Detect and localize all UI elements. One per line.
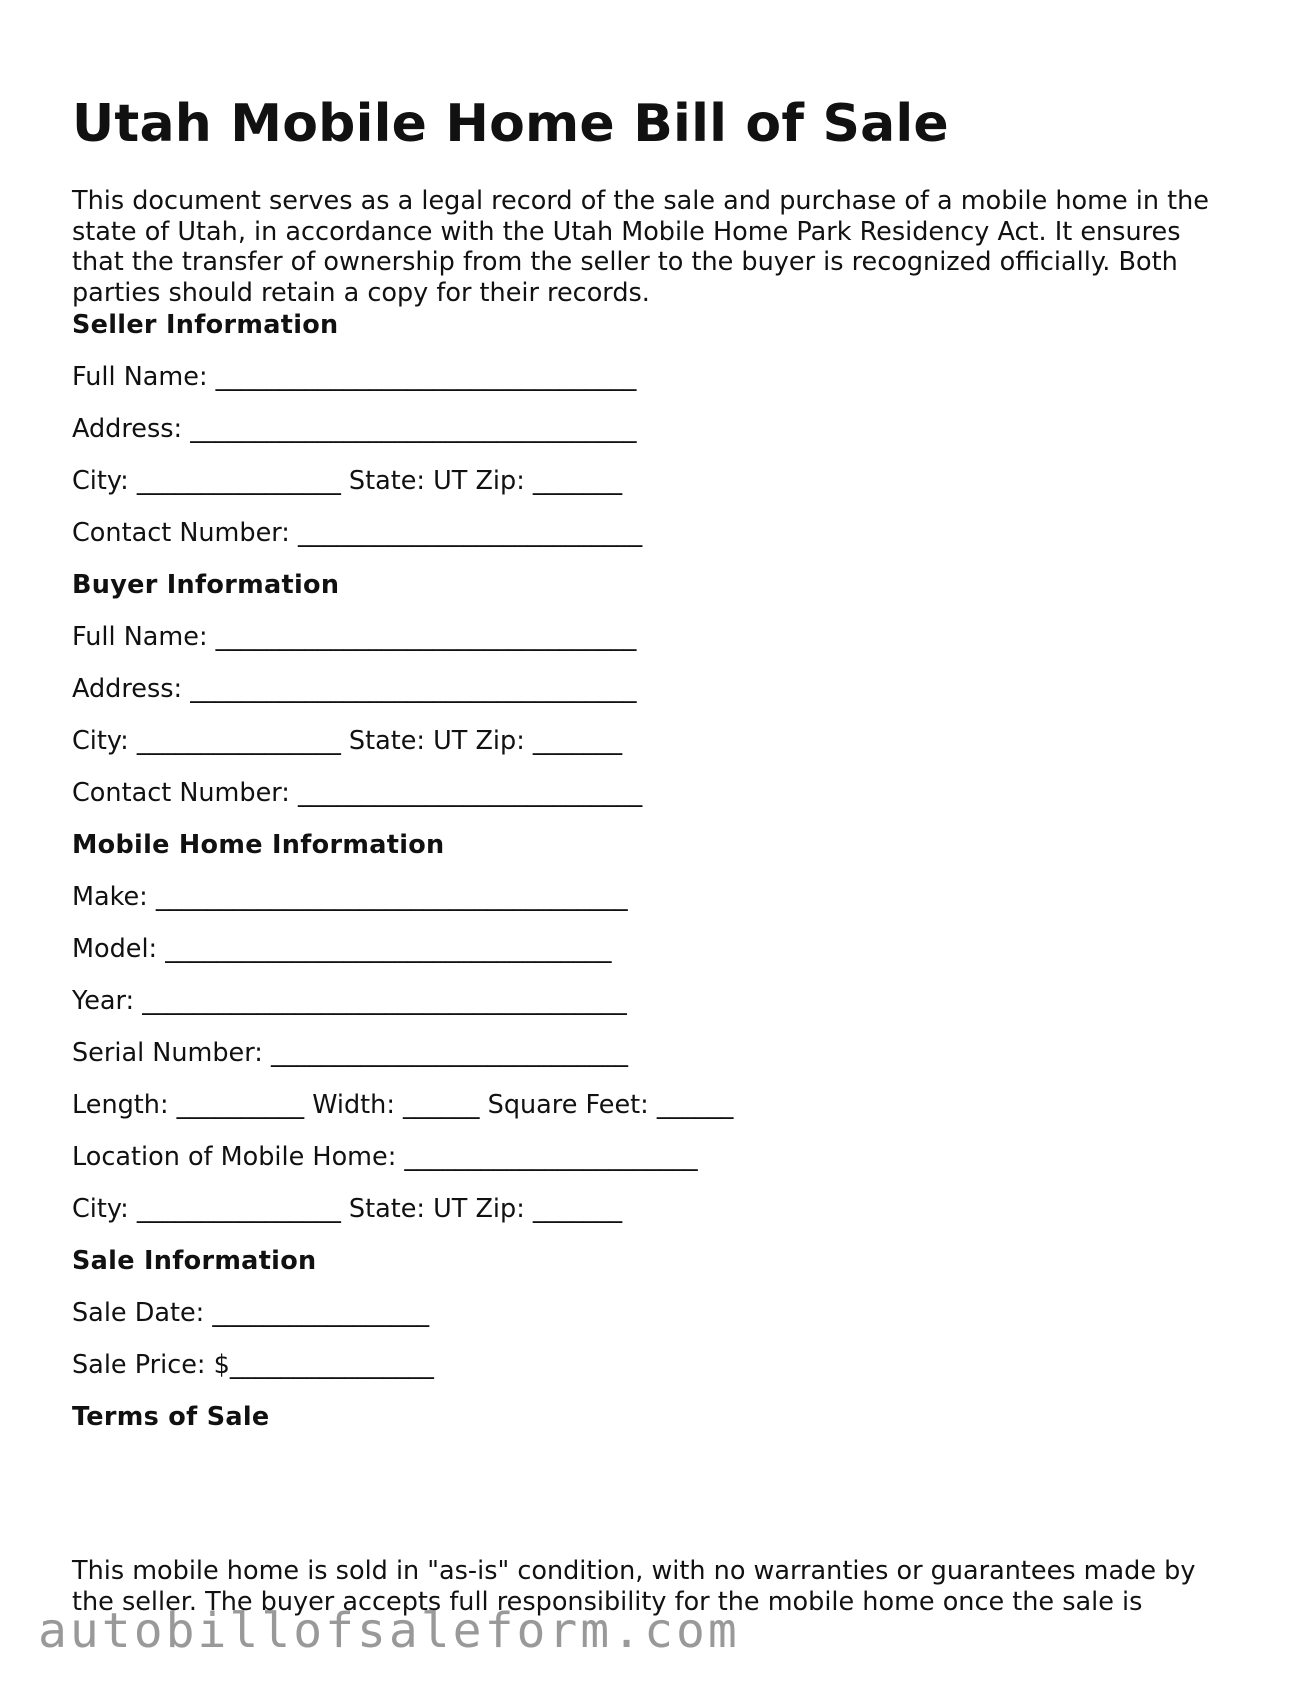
watermark: autobillofsaleform.com: [38, 1603, 740, 1659]
buyer-full-name-field[interactable]: Full Name: _________________________________: [72, 622, 637, 652]
model-field[interactable]: Model: ___________________________________: [72, 934, 612, 964]
terms-paragraph: This mobile home is sold in "as-is" condition, with no warranties or guarantees made by the seller. The buyer accepts full responsibility for the mobile home once the sale is: [72, 1556, 1196, 1617]
buyer-heading: Buyer Information: [72, 570, 340, 600]
seller-contact-field[interactable]: Contact Number: ___________________________: [72, 518, 643, 548]
location-city-state-zip-field[interactable]: City: ________________ State: UT Zip: _______: [72, 1194, 623, 1224]
make-field[interactable]: Make: _____________________________________: [72, 882, 628, 912]
buyer-contact-field[interactable]: Contact Number: ___________________________: [72, 778, 643, 808]
dimensions-field[interactable]: Length: __________ Width: ______ Square Feet: ______: [72, 1090, 734, 1120]
serial-number-field[interactable]: Serial Number: ____________________________: [72, 1038, 628, 1068]
seller-city-state-zip-field[interactable]: City: ________________ State: UT Zip: _______: [72, 466, 623, 496]
seller-full-name-field[interactable]: Full Name: _________________________________: [72, 362, 637, 392]
buyer-city-state-zip-field[interactable]: City: ________________ State: UT Zip: _______: [72, 726, 623, 756]
location-field[interactable]: Location of Mobile Home: _______________________: [72, 1142, 698, 1172]
seller-address-field[interactable]: Address: ___________________________________: [72, 414, 637, 444]
sale-heading: Sale Information: [72, 1246, 317, 1276]
seller-heading: Seller Information: [72, 310, 339, 340]
year-field[interactable]: Year: ______________________________________: [72, 986, 627, 1016]
buyer-address-field[interactable]: Address: ___________________________________: [72, 674, 637, 704]
terms-heading: Terms of Sale: [72, 1402, 270, 1432]
mobile-home-heading: Mobile Home Information: [72, 830, 445, 860]
intro-paragraph: This document serves as a legal record of the sale and purchase of a mobile home in the state of Utah, in accordance with the Utah Mobile Home Park Residency Act. It ensures that the transfer of ownership from the seller to the buyer is recognized officially. Both parties should retain a copy for their records.: [72, 186, 1209, 308]
document-title: Utah Mobile Home Bill of Sale: [72, 94, 949, 154]
sale-date-field[interactable]: Sale Date: _________________: [72, 1298, 430, 1328]
sale-price-field[interactable]: Sale Price: $________________: [72, 1350, 434, 1380]
